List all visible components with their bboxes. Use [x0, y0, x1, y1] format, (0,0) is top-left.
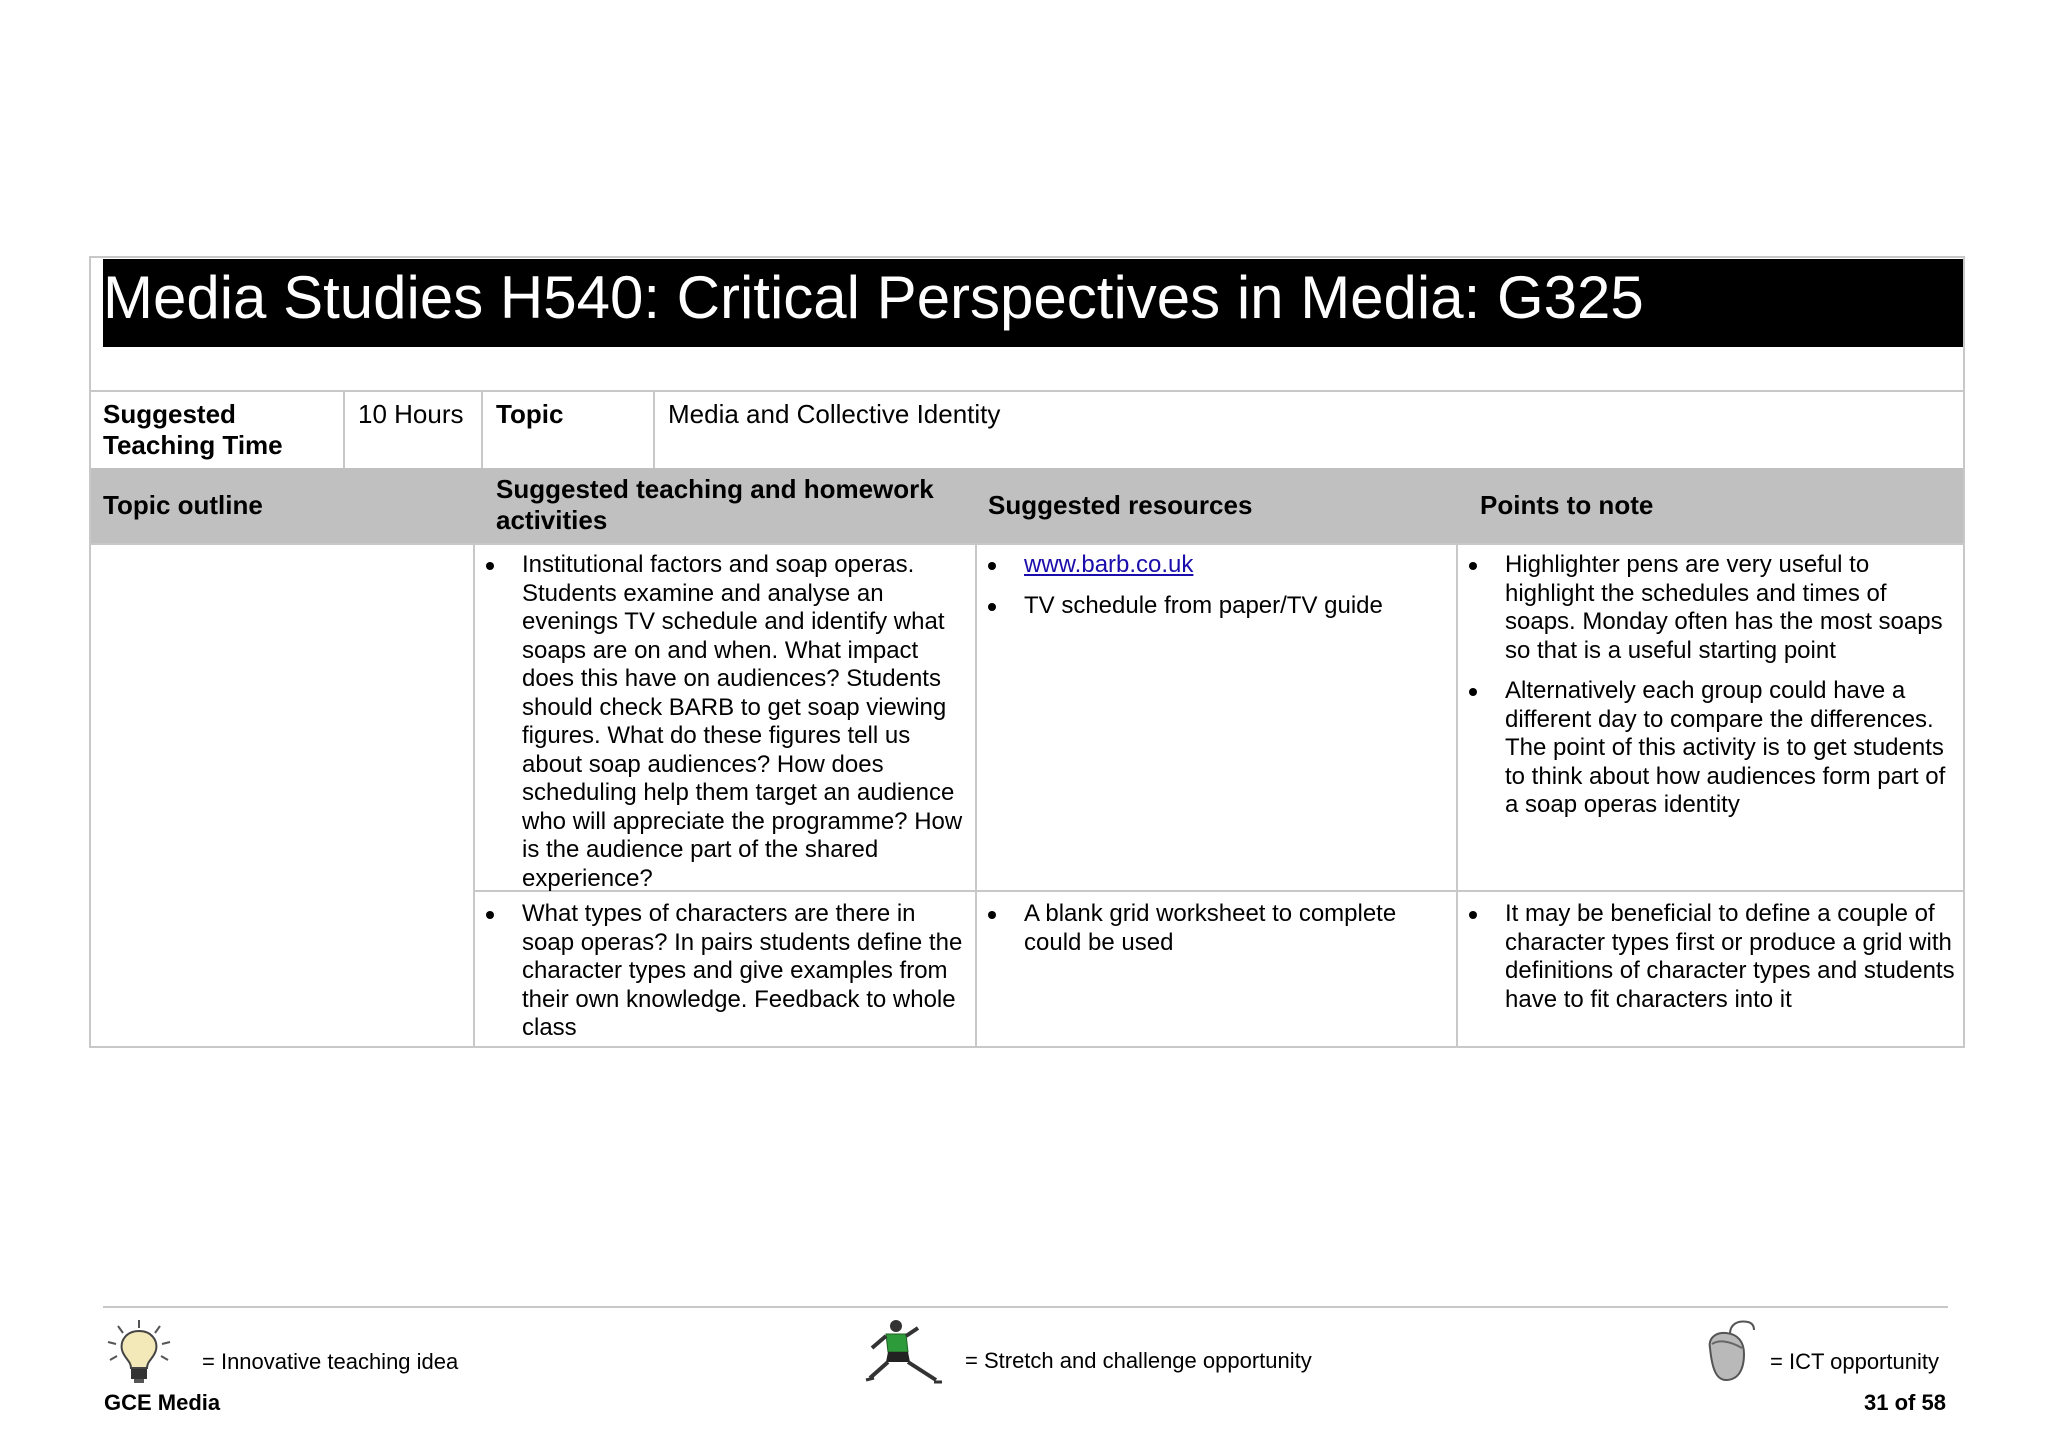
topic-value: Media and Collective Identity [668, 399, 1001, 429]
row1-activities [475, 551, 967, 905]
list-item: Highlighter pens are very useful to highlight the schedules and times of soaps. Monday often has the most soaps so that is a useful starting point [1458, 551, 1958, 665]
divider [91, 543, 1963, 545]
barb-link[interactable]: www.barb.co.uk [1024, 551, 1194, 578]
list-item: TV schedule from paper/TV guide [977, 592, 1447, 621]
mouse-icon [1704, 1318, 1760, 1384]
row2-activities [475, 900, 967, 1055]
row1-resources [977, 551, 1447, 632]
page-title-bar [103, 259, 1963, 347]
footer-divider [103, 1306, 1948, 1308]
legend-innovative: = Innovative teaching idea [202, 1349, 459, 1374]
list-item: A blank grid worksheet to complete could be used [977, 900, 1447, 957]
row2-notes [1458, 900, 1958, 1026]
teaching-time-value: 10 Hours [358, 399, 464, 429]
legend-stretch: = Stretch and challenge opportunity [965, 1348, 1312, 1373]
divider [653, 392, 655, 468]
athlete-icon [860, 1318, 946, 1386]
row1-notes [1458, 551, 1958, 832]
page-number: 31 of 58 [1864, 1390, 1946, 1415]
list-item: Alternatively each group could have a different day to compare the differences. The point of this activity is to get students to think about how audiences form part of a soap operas identity [1458, 677, 1958, 820]
row2-resources [977, 900, 1447, 969]
divider [91, 390, 1963, 392]
header-activities: Suggested teaching and homework activities [496, 474, 934, 535]
header-points-to-note: Points to note [1480, 490, 1654, 520]
teaching-time-label: Suggested Teaching Time [103, 399, 283, 460]
header-resources: Suggested resources [988, 490, 1253, 520]
page-title: Media Studies H540: Critical Perspectives in Media: G325 [103, 264, 1644, 331]
legend-ict: = ICT opportunity [1770, 1349, 1939, 1374]
list-item: What types of characters are there in soap operas? In pairs students define the character types and give examples from their own knowledge. Feedback to whole class [475, 900, 967, 1043]
header-topic-outline: Topic outline [103, 490, 263, 520]
list-item: Institutional factors and soap operas. Students examine and analyse an evenings TV schedule and identify what soaps are on and when. What impact does this have on audiences? Students should check BARB to get soap viewing figures. What do these figures tell us about soap audiences? How does scheduling help them target an audience who will appreciate the programme? How is the audience part of the shared experience? [475, 551, 967, 893]
list-item: It may be beneficial to define a couple of character types first or produce a grid with definitions of character types and students have to fit characters into it [1458, 900, 1958, 1014]
divider [343, 392, 345, 468]
topic-label: Topic [496, 399, 564, 429]
footer-brand: GCE Media [104, 1390, 221, 1415]
list-item [977, 551, 1447, 580]
lightbulb-icon [104, 1318, 174, 1386]
divider [481, 392, 483, 468]
